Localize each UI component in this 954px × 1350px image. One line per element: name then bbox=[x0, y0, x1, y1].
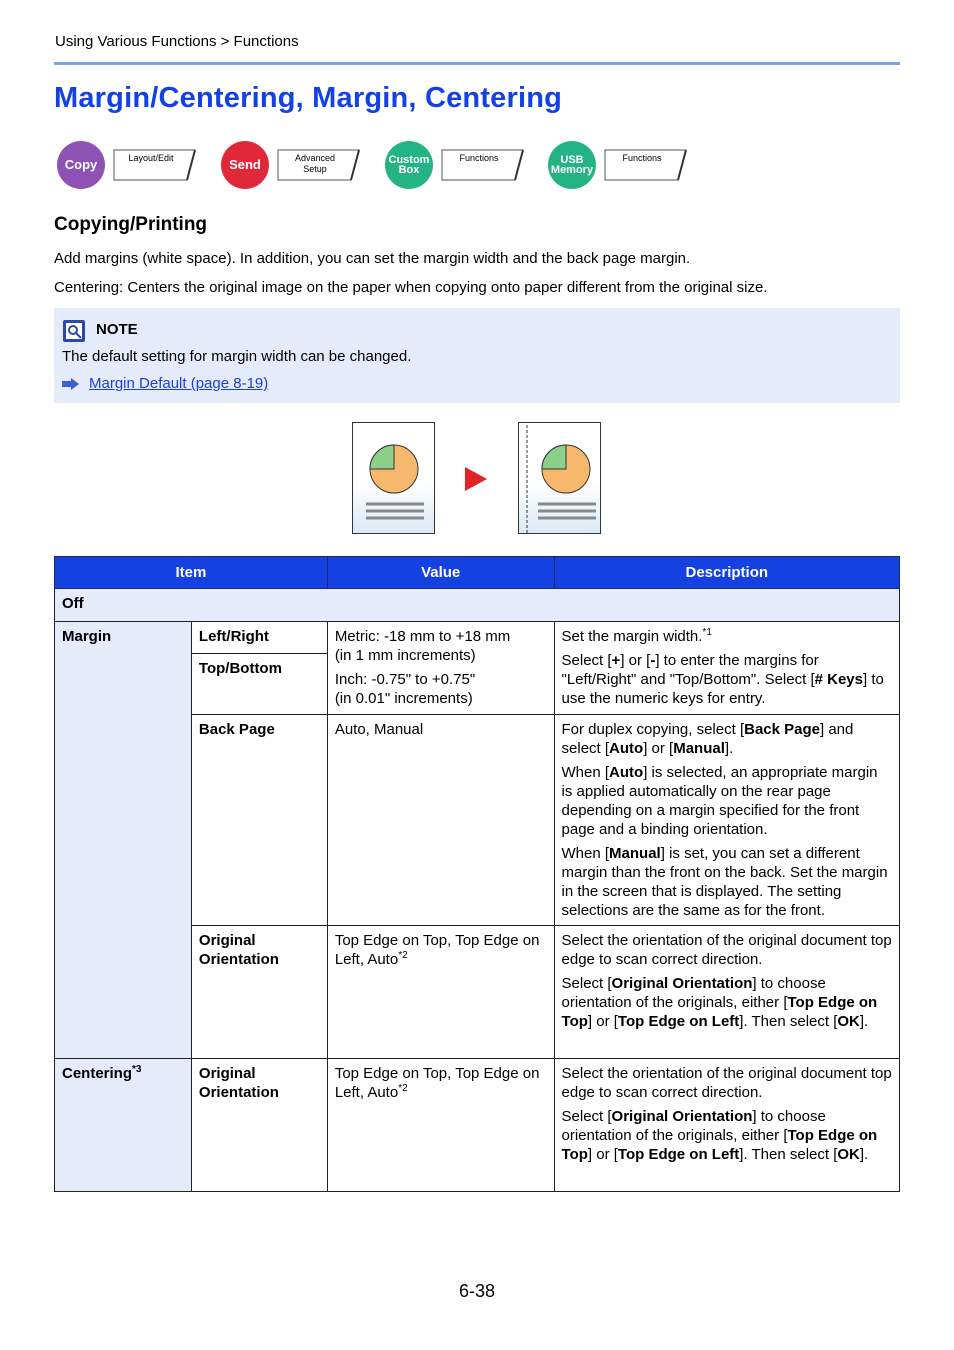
margin-label: Margin bbox=[55, 622, 192, 1059]
margined-sheet bbox=[518, 422, 601, 534]
mode-usb-memory-tab: Functions bbox=[604, 149, 686, 179]
back-page-value: Auto, Manual bbox=[327, 715, 554, 926]
margin-illustration bbox=[352, 422, 602, 536]
header-item: Item bbox=[55, 557, 328, 589]
back-page-label: Back Page bbox=[191, 715, 327, 926]
margin-original-orientation-value: Top Edge on Top, Top Edge on Left, Auto$^{*2}$ bbox=[327, 926, 554, 1059]
mode-usb-memory-badge: USB Memory bbox=[548, 141, 596, 189]
play-arrow-icon bbox=[465, 467, 487, 491]
pie-chart-icon bbox=[519, 423, 602, 535]
margin-width-description: Set the margin width.$^{*1}$ Select [+] or [-] to enter the margins for "Left/Right" and "Top/Bottom". Select [# Keys] to use the numeric keys for entry. bbox=[554, 622, 899, 715]
mode-indicators bbox=[57, 140, 697, 190]
note-icon bbox=[63, 320, 85, 342]
table-row bbox=[55, 622, 900, 654]
mode-copy-tab: Layout/Edit bbox=[113, 149, 195, 179]
breadcrumb: Using Various Functions > Functions bbox=[55, 33, 299, 50]
left-right-label: Left/Right bbox=[191, 622, 327, 654]
margin-default-link[interactable]: Margin Default (page 8-19) bbox=[89, 375, 269, 392]
mode-send-badge: Send bbox=[221, 141, 269, 189]
margin-width-value: Metric: -18 mm to +18 mm (in 1 mm increments) Inch: -0.75" to +0.75" (in 0.01" increments) bbox=[327, 622, 554, 715]
page-title: Margin/Centering, Margin, Centering bbox=[54, 82, 563, 114]
note-text: The default setting for margin width can be changed. bbox=[62, 348, 412, 365]
centering-original-orientation-value: Top Edge on Top, Top Edge on Left, Auto$^{*2}$ bbox=[327, 1059, 554, 1192]
mode-copy-badge: Copy bbox=[57, 141, 105, 189]
top-bottom-label: Top/Bottom bbox=[191, 654, 327, 715]
section-heading: Copying/Printing bbox=[54, 214, 208, 235]
centering-original-orientation-description: Select the orientation of the original document top edge to scan correct direction. Select [Original Orientation] to choose orientation of the originals, either [Top Edge on Top] or [Top Edge on Left]. Then select [OK]. bbox=[554, 1059, 899, 1192]
header-value: Value bbox=[327, 557, 554, 589]
off-row: Off bbox=[55, 589, 900, 622]
note-box bbox=[54, 308, 900, 403]
header-rule bbox=[54, 62, 900, 65]
margin-original-orientation-label: Original Orientation bbox=[191, 926, 327, 1059]
page-number: 6-38 bbox=[458, 1281, 496, 1301]
margin-original-orientation-description: Select the orientation of the original document top edge to scan correct direction. Select [Original Orientation] to choose orientation of the originals, either [Top Edge on Top] or [Top Edge on Left]. Then select [OK]. bbox=[554, 926, 899, 1059]
intro-paragraph: Add margins (white space). In addition, you can set the margin width and the back page margin. bbox=[54, 250, 691, 267]
back-page-description: For duplex copying, select [Back Page] and select [Auto] or [Manual]. When [Auto] is selected, an appropriate margin is applied automatically on the rear page depending on a margin specified for the front page and a binding orientation. When [Manual] is set, you can set a different margin than the front on the back. Set the margin in the screen that is displayed. The setting selections are the same as for the front. bbox=[554, 715, 899, 926]
link-arrow-icon bbox=[62, 378, 80, 390]
table-row bbox=[55, 589, 900, 622]
centering-paragraph: Centering: Centers the original image on the paper when copying onto paper different from the original size. bbox=[54, 279, 768, 296]
table-header-row bbox=[55, 557, 900, 589]
original-sheet bbox=[352, 422, 435, 534]
centering-label: Centering$^{*3}$ bbox=[55, 1059, 192, 1192]
centering-original-orientation-label: Original Orientation bbox=[191, 1059, 327, 1192]
mode-custom-box-tab: Functions bbox=[441, 149, 523, 179]
mode-send-tab: Advanced Setup bbox=[277, 149, 359, 179]
pie-chart-icon bbox=[353, 423, 436, 535]
note-heading: NOTE bbox=[96, 321, 138, 338]
mode-custom-box-badge: Custom Box bbox=[385, 141, 433, 189]
table-row bbox=[55, 1059, 900, 1192]
settings-table bbox=[54, 556, 900, 1192]
header-description: Description bbox=[554, 557, 899, 589]
